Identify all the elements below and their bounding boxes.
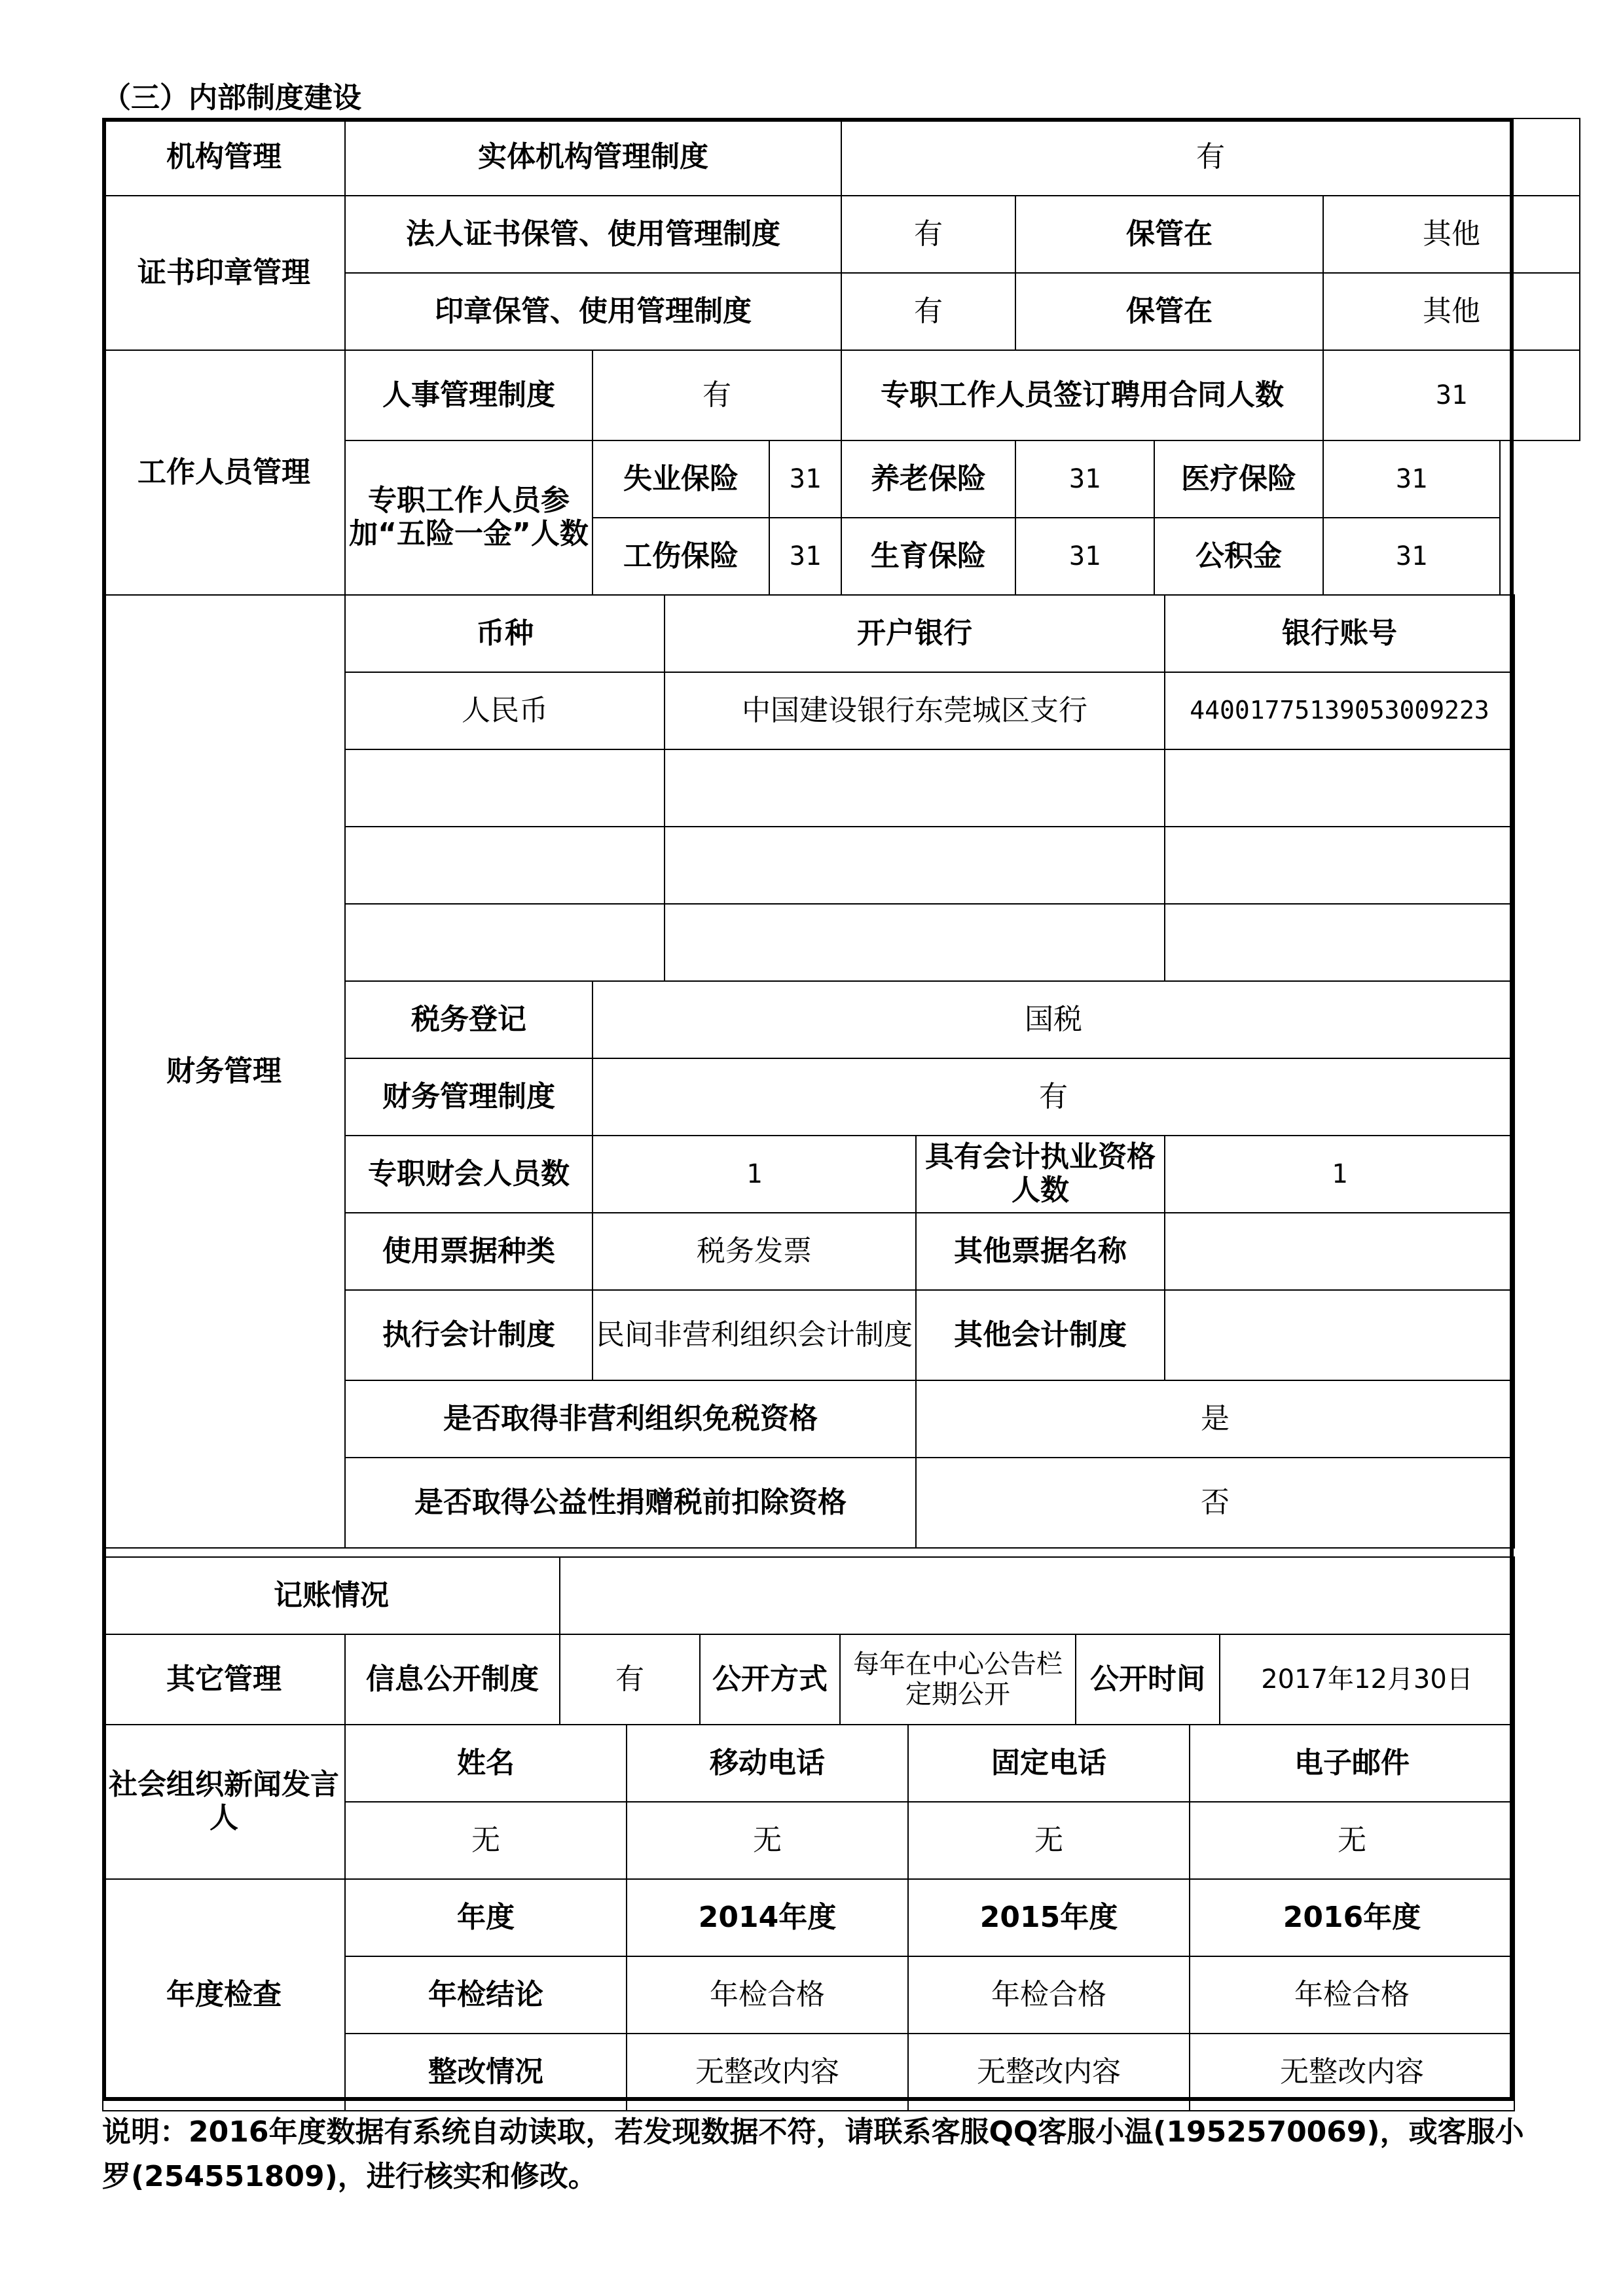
acct-label: 执行会计制度 — [345, 1290, 593, 1380]
footnote: 说明：2016年度数据有系统自动读取，若发现数据不符，请联系客服QQ客服小温(1952570069)，或客服小罗(254551809)，进行核实和修改。 — [102, 2115, 1524, 2193]
other-label: 其它管理 — [103, 1634, 345, 1725]
annual-year-label: 年度 — [345, 1879, 627, 1956]
annual-label: 年度检查 — [103, 1879, 345, 2111]
spokesperson-name: 无 — [345, 1802, 627, 1879]
accountant-value: 1 — [593, 1136, 916, 1213]
bank-row-empty-currency — [345, 827, 665, 904]
spokesperson-phone: 无 — [908, 1802, 1190, 1879]
insurance-name-6: 公积金 — [1154, 518, 1323, 595]
other-acct-value — [1165, 1290, 1514, 1380]
institution-item: 实体机构管理制度 — [345, 118, 841, 196]
table-org-staff — [102, 118, 1580, 596]
contract-value: 31 — [1323, 350, 1580, 440]
staff-label: 工作人员管理 — [103, 350, 345, 595]
annual-result-2014: 年检合格 — [627, 1956, 908, 2034]
other-acct-label: 其他会计制度 — [916, 1290, 1165, 1380]
seal-value-2: 有 — [841, 273, 1015, 350]
annual-fix-2015: 无整改内容 — [908, 2034, 1190, 2111]
hr-label: 人事管理制度 — [345, 350, 593, 440]
bank-account: 44001775139053009223 — [1165, 672, 1514, 749]
finance-label: 财务管理 — [103, 595, 345, 1548]
insurance-name-3: 医疗保险 — [1154, 440, 1323, 518]
table-finance — [102, 594, 1515, 1549]
bank-currency: 人民币 — [345, 672, 665, 749]
spokesperson-mobile: 无 — [627, 1802, 908, 1879]
bank-row-empty-bank — [665, 827, 1165, 904]
other-bill-value — [1165, 1213, 1514, 1290]
annual-fix-2014: 无整改内容 — [627, 2034, 908, 2111]
bill-label: 使用票据种类 — [345, 1213, 593, 1290]
donation-label: 是否取得公益性捐赠税前扣除资格 — [345, 1458, 916, 1548]
bookkeeping-label: 记账情况 — [103, 1557, 560, 1634]
exempt-value: 是 — [916, 1380, 1514, 1458]
time-value: 2017年12月30日 — [1220, 1634, 1514, 1725]
spokesperson-email: 无 — [1190, 1802, 1514, 1879]
bank-row-empty-account — [1165, 749, 1514, 827]
insurance-value-3: 31 — [1323, 440, 1500, 518]
institution-label: 机构管理 — [103, 118, 345, 196]
contract-label: 专职工作人员签订聘用合同人数 — [841, 350, 1323, 440]
bank-row-empty-currency — [345, 749, 665, 827]
insurance-value-2: 31 — [1015, 440, 1154, 518]
info-value: 有 — [560, 1634, 700, 1725]
insurance-value-4: 31 — [769, 518, 841, 595]
cert-value: 1 — [1165, 1136, 1514, 1213]
bank-header-account: 银行账号 — [1165, 595, 1514, 672]
seal-item-1: 法人证书保管、使用管理制度 — [345, 196, 841, 273]
seal-item-2: 印章保管、使用管理制度 — [345, 273, 841, 350]
cert-label: 具有会计执业资格人数 — [916, 1136, 1165, 1213]
institution-value: 有 — [841, 118, 1580, 196]
insurance-name-2: 养老保险 — [841, 440, 1015, 518]
bank-row-empty-currency — [345, 904, 665, 981]
info-label: 信息公开制度 — [345, 1634, 560, 1725]
spokesperson-header-mobile: 移动电话 — [627, 1725, 908, 1802]
section-title: （三）内部制度建设 — [102, 81, 361, 115]
bank-row-empty-account — [1165, 904, 1514, 981]
annual-fix-label: 整改情况 — [345, 2034, 627, 2111]
bill-value: 税务发票 — [593, 1213, 916, 1290]
seal-keep-label-1: 保管在 — [1015, 196, 1323, 273]
spokesperson-label: 社会组织新闻发言人 — [103, 1725, 345, 1879]
seal-label: 证书印章管理 — [103, 196, 345, 350]
insurance-value-6: 31 — [1323, 518, 1500, 595]
seal-keep-label-2: 保管在 — [1015, 273, 1323, 350]
method-value: 每年在中心公告栏定期公开 — [840, 1634, 1076, 1725]
hr-value: 有 — [593, 350, 841, 440]
annual-result-2015: 年检合格 — [908, 1956, 1190, 2034]
table-other — [102, 1556, 1515, 1725]
bookkeeping-value — [560, 1557, 1514, 1634]
insurance-name-5: 生育保险 — [841, 518, 1015, 595]
bank-row-empty-account — [1165, 827, 1514, 904]
fin-system-value: 有 — [593, 1058, 1514, 1136]
spokesperson-header-email: 电子邮件 — [1190, 1725, 1514, 1802]
bank-header-currency: 币种 — [345, 595, 665, 672]
exempt-label: 是否取得非营利组织免税资格 — [345, 1380, 916, 1458]
annual-year-2015: 2015年度 — [908, 1879, 1190, 1956]
table-spokesperson-annual — [102, 1724, 1515, 2111]
spokesperson-header-phone: 固定电话 — [908, 1725, 1190, 1802]
annual-result-label: 年检结论 — [345, 1956, 627, 2034]
method-label: 公开方式 — [700, 1634, 840, 1725]
insurance-value-1: 31 — [769, 440, 841, 518]
annual-year-2016: 2016年度 — [1190, 1879, 1514, 1956]
bank-name: 中国建设银行东莞城区支行 — [665, 672, 1165, 749]
other-bill-label: 其他票据名称 — [916, 1213, 1165, 1290]
acct-value: 民间非营利组织会计制度 — [593, 1290, 916, 1380]
insurance-value-5: 31 — [1015, 518, 1154, 595]
seal-value-1: 有 — [841, 196, 1015, 273]
time-label: 公开时间 — [1076, 1634, 1220, 1725]
seal-keep-value-2: 其他 — [1323, 273, 1580, 350]
tax-value: 国税 — [593, 981, 1514, 1058]
annual-fix-2016: 无整改内容 — [1190, 2034, 1514, 2111]
insurance-name-1: 失业保险 — [593, 440, 769, 518]
accountant-label: 专职财会人员数 — [345, 1136, 593, 1213]
bank-header-bank: 开户银行 — [665, 595, 1165, 672]
spokesperson-header-name: 姓名 — [345, 1725, 627, 1802]
fin-system-label: 财务管理制度 — [345, 1058, 593, 1136]
donation-value: 否 — [916, 1458, 1514, 1548]
annual-result-2016: 年检合格 — [1190, 1956, 1514, 2034]
insurance-name-4: 工伤保险 — [593, 518, 769, 595]
tax-label: 税务登记 — [345, 981, 593, 1058]
bank-row-empty-bank — [665, 749, 1165, 827]
bank-row-empty-bank — [665, 904, 1165, 981]
annual-year-2014: 2014年度 — [627, 1879, 908, 1956]
insurance-label: 专职工作人员参加“五险一金”人数 — [345, 440, 593, 595]
seal-keep-value-1: 其他 — [1323, 196, 1580, 273]
